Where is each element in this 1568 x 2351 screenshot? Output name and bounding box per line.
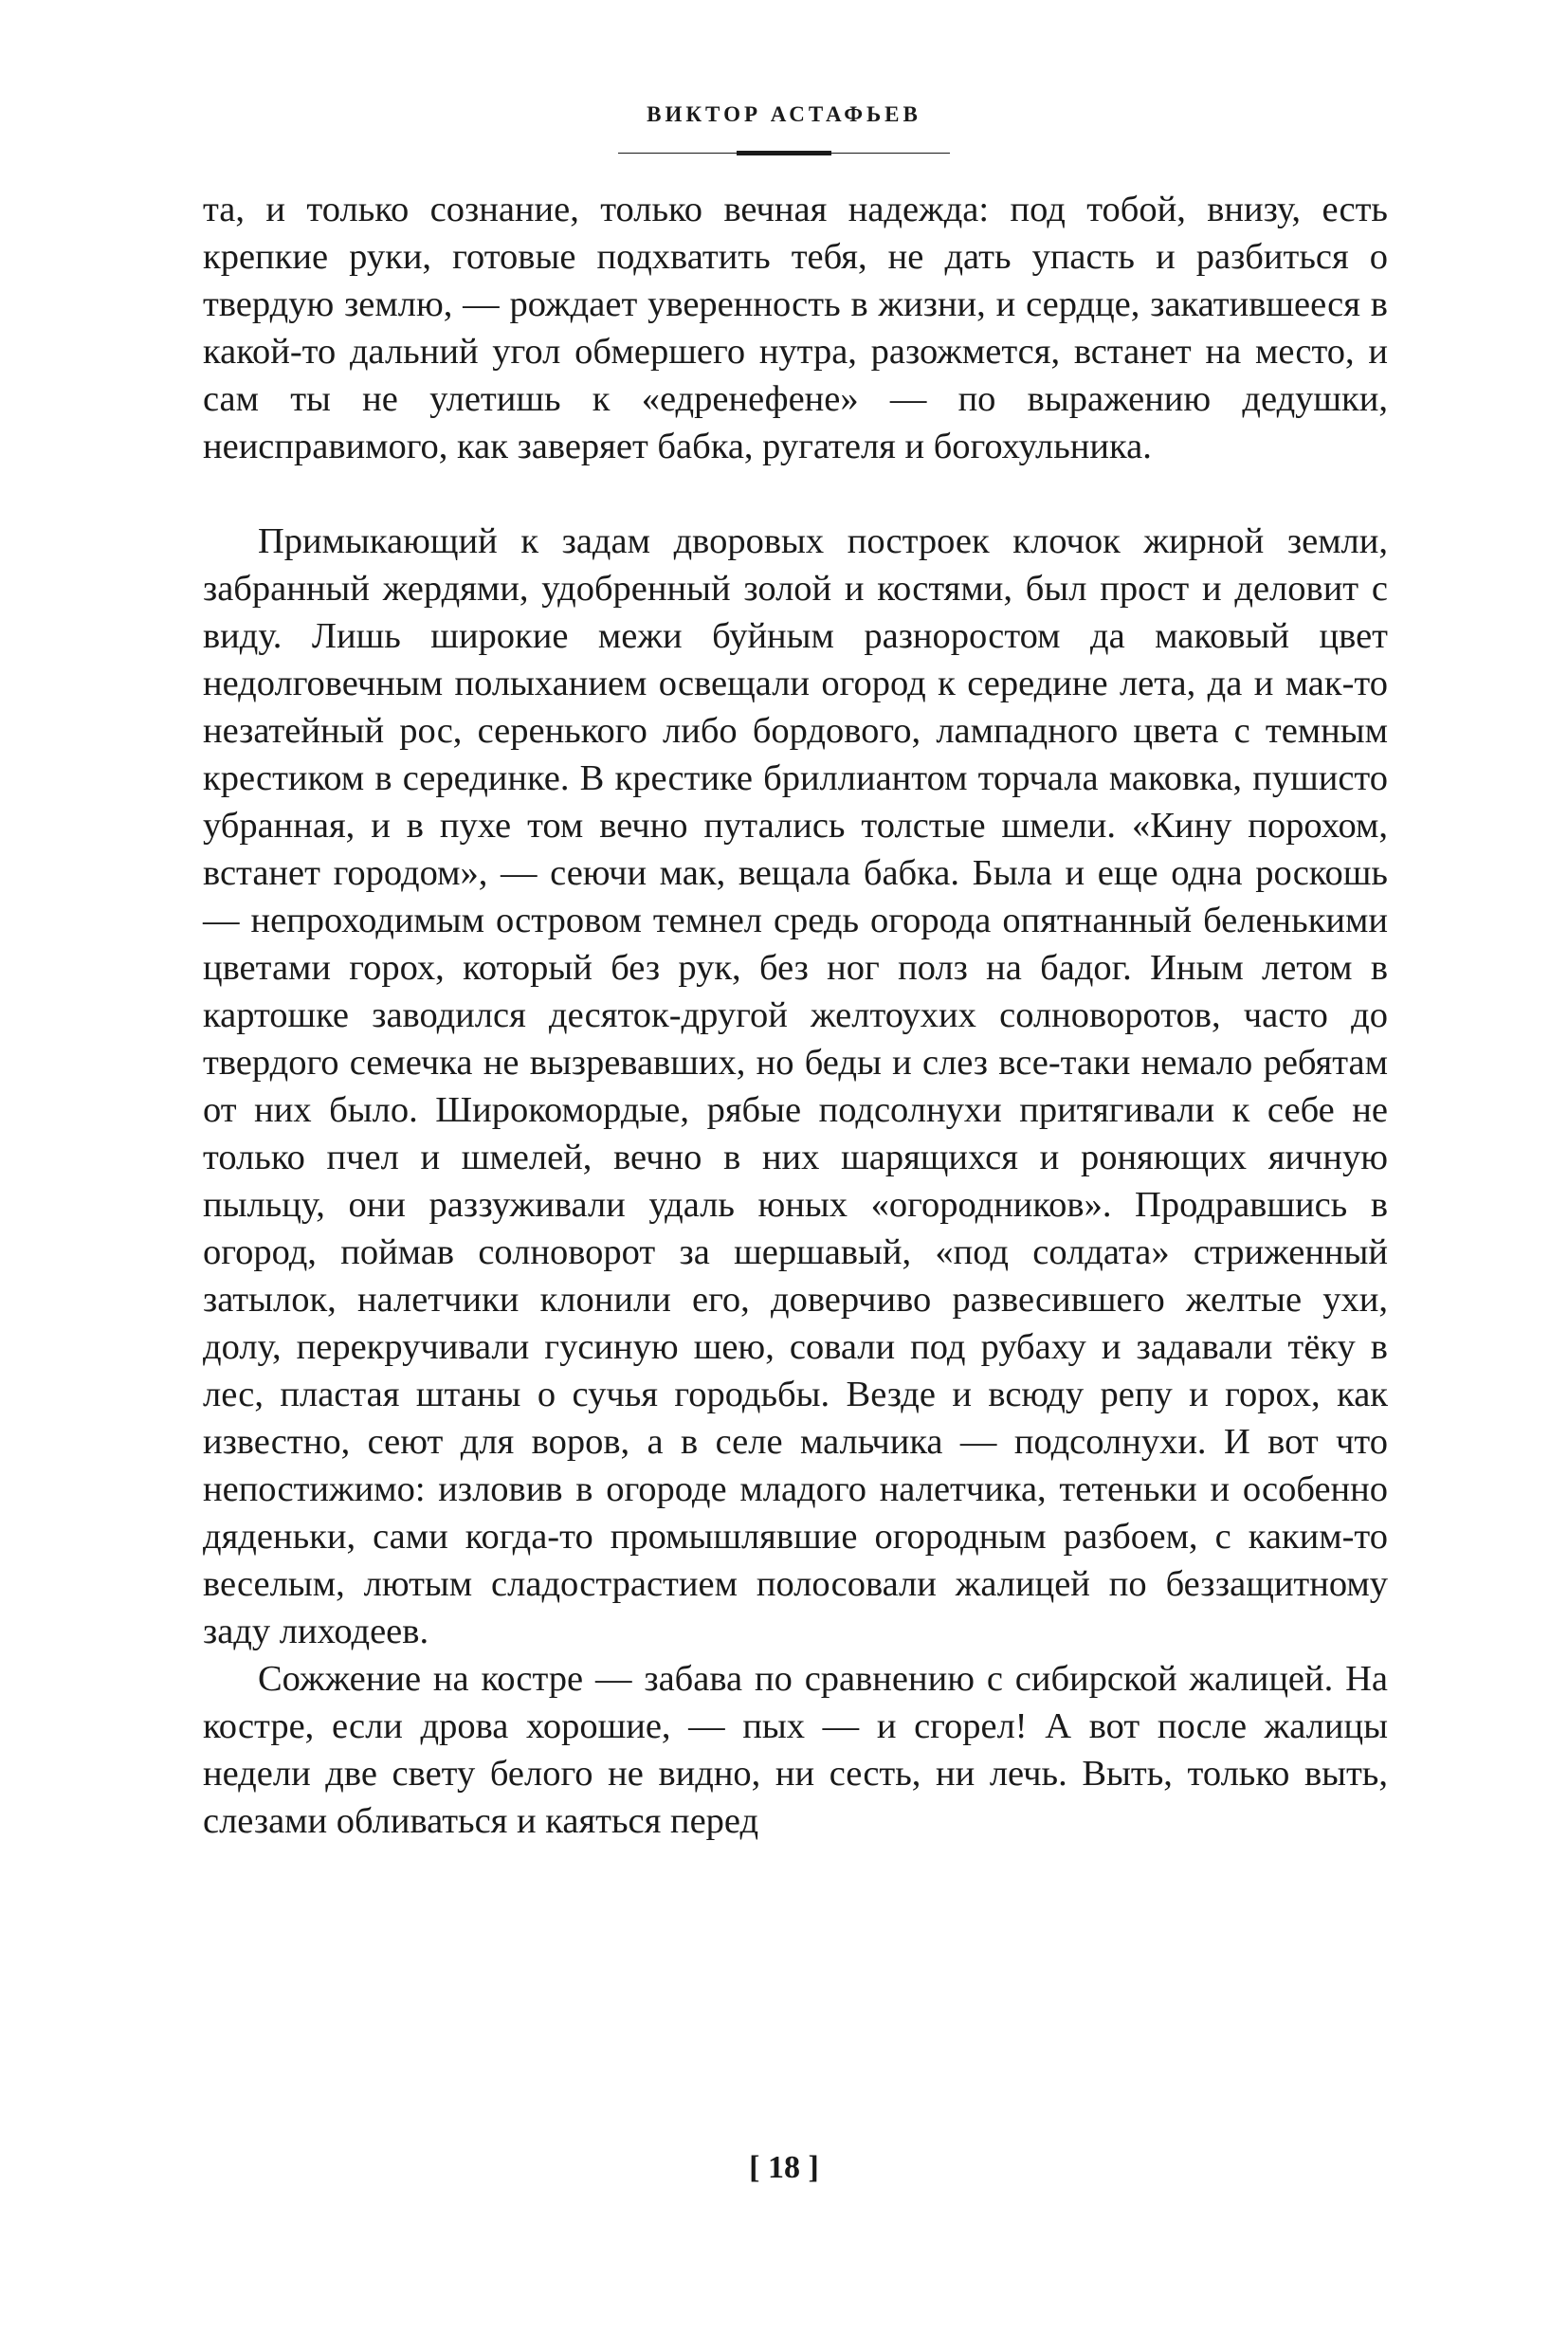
paragraph-garden: Примыкающий к задам дворовых построек клочок жирной земли, забранный жердями, удобренный золой и костями, был прост и деловит с виду. Лишь широкие межи буйным разноростом да маковый цвет недолговечным полыханием освещали огород к середине лета, да и мак-то незатейный рос, серенького либо бордового, лампадного цвета с темным крестиком в серединке. В крестике бриллиантом торчала маковка, пушисто убранная, и в пухе том вечно путались толстые шмели. «Кину порохом, встанет городом», — сеючи мак, вещала бабка. Была и еще одна роскошь — непроходимым островом темнел средь огорода опятнанный беленькими цветами горох, который без рук, без ног полз на бадог. Иным летом в картошке заводился десяток-другой желтоухих солноворотов, часто до твердого семечка не вызревавших, но беды и слез все-таки немало ребятам от них было. Широкомордые, рябые подсолнухи притягивали к себе не только пчел и шмелей, вечно в них шарящихся и роняющих яичную пыльцу, они раззуживали удаль юных «огородников». Продравшись в огород, поймав солноворот за шершавый, «под солдата» стриженный затылок, налетчики клонили его, доверчиво развесившего желтые ухи, долу, перекручивали гусиную шею, совали под рубаху и задавали тёку в лес, пластая штаны о сучья городьбы. Везде и всюду репу и горох, как известно, сеют для воров, а в селе мальчика — подсолнухи. И вот что непостижимо: изловив в огороде младого налетчика, тетеньки и особенно дяденьки, сами когда-то промышлявшие огородным разбоем, с каким-то веселым, лютым сладострастием полосовали жалицей по беззащитному заду лиходеев.	[203, 521, 1388, 1651]
body-text	[203, 186, 1388, 1845]
running-head-author: ВИКТОР АСТАФЬЕВ	[647, 102, 921, 126]
header-rule	[737, 151, 831, 155]
paragraph-continuation: та, и только сознание, только вечная надежда: под тобой, внизу, есть крепкие руки, готовые подхватить тебя, не дать упасть и разбиться о твердую землю, — рождает уверенность в жизни, и сердце, закатившееся в какой-то дальний угол обмершего нутра, разожмется, встанет на место, и сам ты не улетишь к «едренефене» — по выражению дедушки, неисправимого, как заверяет бабка, ругателя и богохульника.	[203, 190, 1388, 466]
page-number: [ 18 ]	[749, 2150, 819, 2185]
paragraph-nettle: Сожжение на костре — забава по сравнению с сибирской жалицей. На костре, если дрова хорошие, — пых — и сгорел! А вот после жалицы недели две свету белого не видно, ни сесть, ни лечь. Выть, только выть, слезами обливаться и каяться перед	[203, 1659, 1388, 1841]
